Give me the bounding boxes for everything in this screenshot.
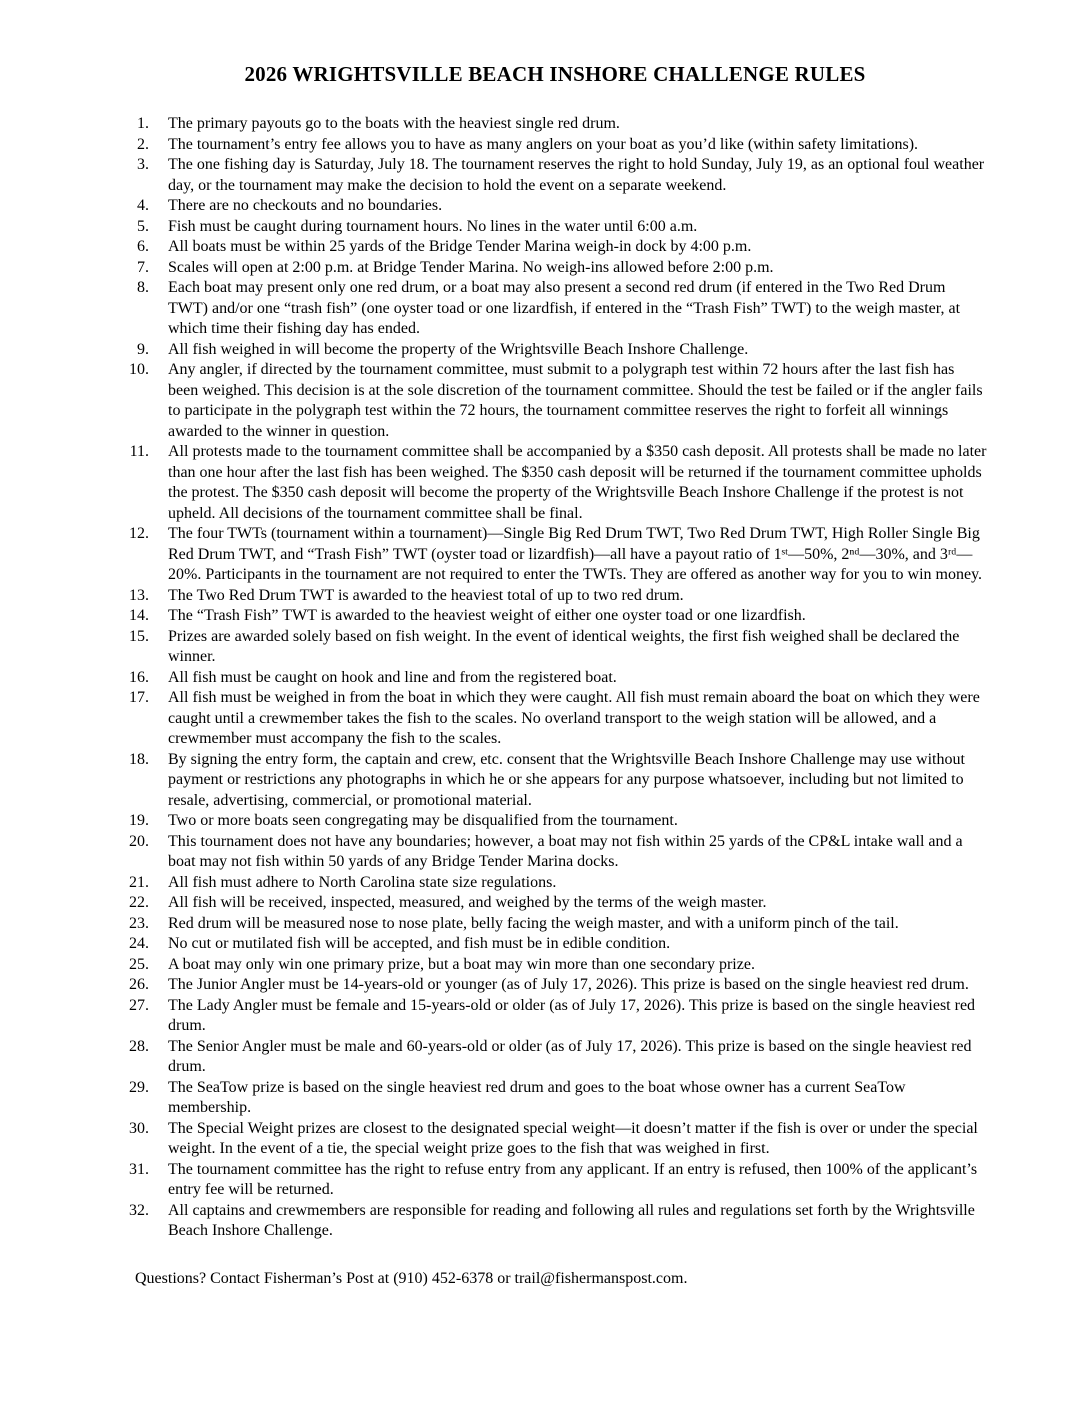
rule-item xyxy=(122,196,988,217)
rule-text: By signing the entry form, the captain and crew, etc. consent that the Wrightsville Beach Inshore Challenge may use without payment or restrictions any photographs in which he or she appears for any purpose whatsoever, including but not limited to resale, advertising, commercial, or promotional material. xyxy=(168,750,965,809)
rule-number: 17. xyxy=(129,689,149,706)
rule-item xyxy=(122,996,988,1037)
rule-text: There are no checkouts and no boundaries. xyxy=(168,197,443,214)
rules-list xyxy=(122,114,988,1242)
rule-item xyxy=(122,135,988,156)
rule-text: Any angler, if directed by the tournament committee, must submit to a polygraph test within 72 hours after the last fish has been weighed. This decision is at the sole discretion of the tournament committee. Should the test be failed or if the angler fails to participate in the polygraph test within the 72 hours, the tournament committee reserves the right to forfeit all winnings awarded to the winner in question. xyxy=(168,361,983,440)
rule-number: 4. xyxy=(137,197,149,214)
rule-number: 23. xyxy=(129,914,149,932)
rule-number: 10. xyxy=(129,361,149,378)
rule-number: 24. xyxy=(129,935,149,952)
rule-number: 6. xyxy=(137,238,149,255)
rule-number: 11. xyxy=(129,443,149,460)
rule-text: All fish weighed in will become the property of the Wrightsville Beach Inshore Challenge. xyxy=(168,340,749,358)
rule-number: 13. xyxy=(129,586,149,604)
rule-item xyxy=(122,668,988,689)
rule-text: No cut or mutilated fish will be accepted, and fish must be in edible condition. xyxy=(168,935,671,952)
rule-text: Prizes are awarded solely based on fish weight. In the event of identical weights, the first fish weighed shall be declared the winner. xyxy=(168,627,960,665)
rule-item xyxy=(122,237,988,258)
rule-text: All fish must be caught on hook and line and from the registered boat. xyxy=(168,668,617,686)
rule-number: 19. xyxy=(129,812,149,829)
rule-item xyxy=(122,340,988,361)
rule-number: 25. xyxy=(129,955,149,973)
rule-number: 22. xyxy=(129,894,149,911)
rule-number: 28. xyxy=(129,1037,149,1055)
rule-number: 5. xyxy=(137,217,149,235)
rule-item xyxy=(122,627,988,668)
rule-item xyxy=(122,258,988,279)
rule-item xyxy=(122,873,988,894)
rule-number: 3. xyxy=(137,156,149,173)
rule-item xyxy=(122,1201,988,1242)
rule-number: 16. xyxy=(129,668,149,686)
rule-item xyxy=(122,975,988,996)
rule-text: The Special Weight prizes are closest to the designated special weight—it doesn’t matter if the fish is over or under the special weight. In the event of a tie, the special weight prize goes to the fish that was weighed in first. xyxy=(168,1119,978,1157)
rule-item xyxy=(122,442,988,524)
rule-text: All protests made to the tournament committee shall be accompanied by a $350 cash deposit. All protests shall be made no later than one hour after the last fish has been weighed. The $350 cash deposit will be returned if the tournament committee upholds the protest. The $350 cash deposit will become the property of the Wrightsville Beach Inshore Challenge if the protest is not upheld. All decisions of the tournament committee shall be final. xyxy=(168,443,987,522)
rule-text: Each boat may present only one red drum, or a boat may also present a second red drum (if entered in the Two Red Drum TWT) and/or one “trash fish” (one oyster toad or one lizardfish, if entered in the “Trash Fish” TWT) to the weigh master, at which time their fishing day has ended. xyxy=(168,279,961,337)
rule-item xyxy=(122,832,988,873)
rule-item xyxy=(122,114,988,135)
rule-text: The tournament committee has the right to refuse entry from any applicant. If an entry is refused, then 100% of the applicant’s entry fee will be returned. xyxy=(168,1160,978,1198)
rule-text: All captains and crewmembers are responsible for reading and following all rules and regulations set forth by the Wrightsville Beach Inshore Challenge. xyxy=(168,1201,975,1239)
rule-text: All fish must adhere to North Carolina state size regulations. xyxy=(168,873,557,891)
rule-number: 2. xyxy=(137,135,149,153)
rule-text: The Two Red Drum TWT is awarded to the heaviest total of up to two red drum. xyxy=(168,586,684,604)
rule-text: The one fishing day is Saturday, July 18. The tournament reserves the right to hold Sunday, July 19, as an optional foul weather day, or the tournament may make the decision to hold the event on a separate weekend. xyxy=(168,156,985,194)
rule-number: 27. xyxy=(129,996,149,1014)
rule-number: 1. xyxy=(137,115,149,132)
rule-item xyxy=(122,586,988,607)
rule-text: A boat may only win one primary prize, but a boat may win more than one secondary prize. xyxy=(168,955,755,973)
rule-item xyxy=(122,1037,988,1078)
page-title: 2026 WRIGHTSVILLE BEACH INSHORE CHALLENGE RULES xyxy=(244,62,866,86)
rule-item xyxy=(122,914,988,935)
rule-number: 7. xyxy=(137,258,149,276)
rule-number: 12. xyxy=(129,525,149,542)
contact-line: Questions? Contact Fisherman’s Post at (910) 452-6378 or trail@fishermanspost.com. xyxy=(135,1269,688,1287)
rule-text: Two or more boats seen congregating may be disqualified from the tournament. xyxy=(168,812,678,829)
rule-item xyxy=(122,893,988,914)
rule-text: All fish will be received, inspected, measured, and weighed by the terms of the weigh master. xyxy=(168,894,767,911)
rule-number: 29. xyxy=(129,1078,149,1096)
rule-number: 31. xyxy=(129,1160,149,1178)
rule-item xyxy=(122,155,988,196)
rule-text: The primary payouts go to the boats with the heaviest single red drum. xyxy=(168,115,620,132)
rule-item xyxy=(122,955,988,976)
rule-item xyxy=(122,278,988,340)
rule-item xyxy=(122,360,988,442)
rule-text: The tournament’s entry fee allows you to have as many anglers on your boat as you’d like (within safety limitations). xyxy=(168,135,919,153)
rule-item xyxy=(122,606,988,627)
rule-number: 9. xyxy=(137,340,149,358)
rule-item xyxy=(122,688,988,750)
rule-item xyxy=(122,524,988,586)
rule-text: All boats must be within 25 yards of the Bridge Tender Marina weigh-in dock by 4:00 p.m. xyxy=(168,238,752,255)
rule-item xyxy=(122,1078,988,1119)
rule-item xyxy=(122,1160,988,1201)
rule-number: 8. xyxy=(137,279,149,296)
rule-number: 14. xyxy=(129,607,149,624)
rule-number: 18. xyxy=(129,750,149,768)
rule-text: Red drum will be measured nose to nose plate, belly facing the weigh master, and with a uniform pinch of the tail. xyxy=(168,914,899,932)
rule-text: The Junior Angler must be 14-years-old or younger (as of July 17, 2026). This prize is based on the single heaviest red drum. xyxy=(168,976,969,993)
rule-number: 21. xyxy=(129,873,149,891)
rule-text: Scales will open at 2:00 p.m. at Bridge Tender Marina. No weigh-ins allowed before 2:00 p.m. xyxy=(168,258,774,276)
rule-number: 15. xyxy=(129,627,149,645)
rule-number: 30. xyxy=(129,1119,149,1137)
rule-text: The SeaTow prize is based on the single heaviest red drum and goes to the boat whose owner has a current SeaTow membership. xyxy=(168,1078,906,1116)
rule-item xyxy=(122,217,988,238)
rule-text: The Lady Angler must be female and 15-years-old or older (as of July 17, 2026). This prize is based on the single heaviest red drum. xyxy=(168,996,976,1034)
rule-item xyxy=(122,1119,988,1160)
rule-text: The four TWTs (tournament within a tournament)—Single Big Red Drum TWT, Two Red Drum TWT, High Roller Single Big Red Drum TWT, and “Trash Fish” TWT (oyster toad or lizardfish)—all have a payout ratio of 1ˢᵗ—50%, 2ⁿᵈ—30%, and 3ʳᵈ—20%. Participants in the tournament are not required to enter the TWTs. They are offered as another way for you to win money. xyxy=(168,525,983,583)
rule-number: 32. xyxy=(129,1201,149,1219)
rule-number: 26. xyxy=(129,976,149,993)
rule-item xyxy=(122,750,988,812)
rule-text: Fish must be caught during tournament hours. No lines in the water until 6:00 a.m. xyxy=(168,217,698,235)
rule-number: 20. xyxy=(129,832,149,850)
rule-item xyxy=(122,811,988,832)
rule-text: All fish must be weighed in from the boat in which they were caught. All fish must remain aboard the boat on which they were caught until a crewmember takes the fish to the scales. No overland transport to the weigh station will be allowed, and a crewmember must accompany the fish to the scales. xyxy=(168,689,980,747)
rule-text: The Senior Angler must be male and 60-years-old or older (as of July 17, 2026). This prize is based on the single heaviest red drum. xyxy=(168,1037,972,1075)
rule-text: The “Trash Fish” TWT is awarded to the heaviest weight of either one oyster toad or one lizardfish. xyxy=(168,607,806,624)
rule-item xyxy=(122,934,988,955)
rule-text: This tournament does not have any boundaries; however, a boat may not fish within 25 yards of the CP&L intake wall and a boat may not fish within 50 yards of any Bridge Tender Marina docks. xyxy=(168,832,963,870)
